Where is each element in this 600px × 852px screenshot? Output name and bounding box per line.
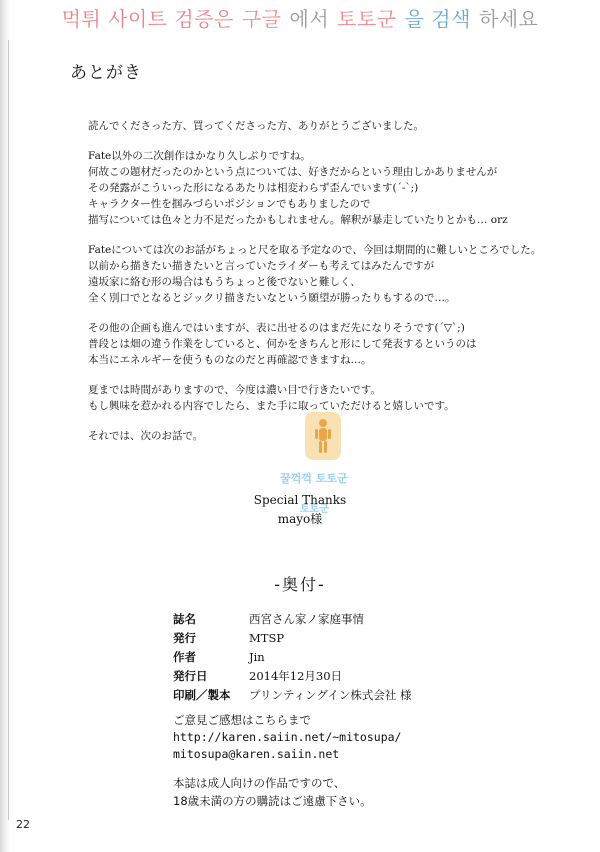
afterword-body — [88, 118, 558, 458]
age-notice-line: 本誌は成人向けの作品ですので、 — [173, 776, 346, 790]
colophon-label: 発行 — [173, 631, 196, 645]
colophon-title: -奥付- — [274, 575, 326, 594]
afterword-line: 描写については色々と力不足だったかもしれません。解釈が暴走していたりとかも… orz — [88, 214, 508, 226]
afterword-heading: あとがき — [70, 63, 142, 83]
watermark-segment: 토토군 — [337, 6, 397, 31]
contact-intro: ご意見ご感想はこちらまで — [173, 713, 311, 727]
afterword-line: 本当にエネルギーを使うものなのだと再確認できますね…。 — [88, 354, 372, 366]
afterword-line: 普段とは畑の違う作業をしていると、何かをきちんと形にして発表するというのは — [88, 338, 477, 350]
watermark-segment: 하세요 — [478, 6, 539, 31]
afterword-line: Fate以外の二次創作はかなり久しぶりですね。 — [88, 150, 311, 162]
logo-watermark-subtext: 토토군 — [300, 504, 329, 515]
logo-watermark-text: 꿀꺽꺽 토토군 — [280, 472, 348, 485]
colophon-value: 西宮さん家ノ家庭事情 — [249, 612, 364, 626]
contact-block — [173, 712, 401, 763]
afterword-line: 全く別口でとなるとジックリ描きたいなという願望が勝ったりもするので…。 — [88, 292, 456, 304]
colophon-row-author — [173, 648, 411, 667]
page-number: 22 — [16, 818, 30, 831]
watermark-segment: 을 검색 — [404, 6, 471, 31]
person-icon — [314, 418, 332, 454]
colophon-row-title — [173, 610, 411, 629]
watermark-segment: 먹튀 사이트 검증은 — [61, 6, 234, 31]
watermark-banner — [0, 0, 600, 34]
colophon-row-date — [173, 667, 411, 686]
page-edge-line — [8, 40, 9, 820]
watermark-segment: 구글 — [241, 6, 282, 31]
afterword-line: キャラクター性を掴みづらいポジションでもありましたので — [88, 198, 371, 210]
colophon-value: Jin — [249, 650, 265, 664]
afterword-line: 何故この題材だったのかという点については、好きだからという理由しかありませんが — [88, 166, 498, 178]
afterword-paragraph — [88, 242, 558, 306]
watermark-segment: 에서 — [289, 6, 330, 31]
afterword-paragraph — [88, 118, 558, 134]
colophon-table — [173, 610, 411, 705]
age-notice-line: 18歳未満の方の購読はご遠慮下さい。 — [173, 794, 372, 808]
afterword-line: 読んでくださった方、買ってくださった方、ありがとうございました。 — [88, 120, 424, 132]
colophon-label: 作者 — [173, 650, 196, 664]
afterword-paragraph — [88, 148, 558, 228]
colophon-label: 発行日 — [173, 669, 208, 683]
colophon-value: プリンティングイン株式会社 様 — [249, 688, 412, 702]
colophon-label: 誌名 — [173, 612, 196, 626]
afterword-line: それでは、次のお話で。 — [88, 430, 204, 442]
afterword-paragraph — [88, 382, 558, 414]
afterword-line: 以前から描きたい描きたいと言っていたライダーも考えてはみたんですが — [88, 260, 435, 272]
afterword-line: もし興味を惹かれる内容でしたら、また手に取っていただけると嬉しいです。 — [88, 400, 455, 412]
colophon-value: MTSP — [249, 631, 285, 645]
afterword-line: その他の企画も進んではいますが、表に出せるのはまだ先になりそうです(´▽`;) — [88, 322, 465, 334]
afterword-line: Fateについては次のお話がちょっと尺を取る予定なので、今回は期間的に難しいところでした。 — [88, 244, 542, 256]
contact-email-link: mitosupa@karen.saiin.net — [173, 747, 340, 761]
afterword-line: 夏までは時間がありますので、今度は濃い目で行きたいです。 — [88, 384, 381, 396]
colophon-row-printing — [173, 686, 411, 705]
afterword-line: 遠坂家に絡む形の場合はもうちょっと後でないと難しく、 — [88, 276, 361, 288]
afterword-paragraph — [88, 320, 558, 368]
colophon-value: 2014年12月30日 — [249, 669, 343, 683]
colophon-label: 印刷／製本 — [173, 688, 231, 702]
contact-url-link: http://karen.saiin.net/~mitosupa/ — [173, 730, 402, 744]
afterword-line: その発露がこういった形になるあたりは相変わらず歪んでいます(´-`;) — [88, 182, 419, 194]
age-notice — [173, 774, 372, 810]
colophon-row-publisher — [173, 629, 411, 648]
special-thanks-name: mayo様 — [277, 512, 323, 526]
special-thanks-title: Special Thanks — [253, 493, 347, 507]
